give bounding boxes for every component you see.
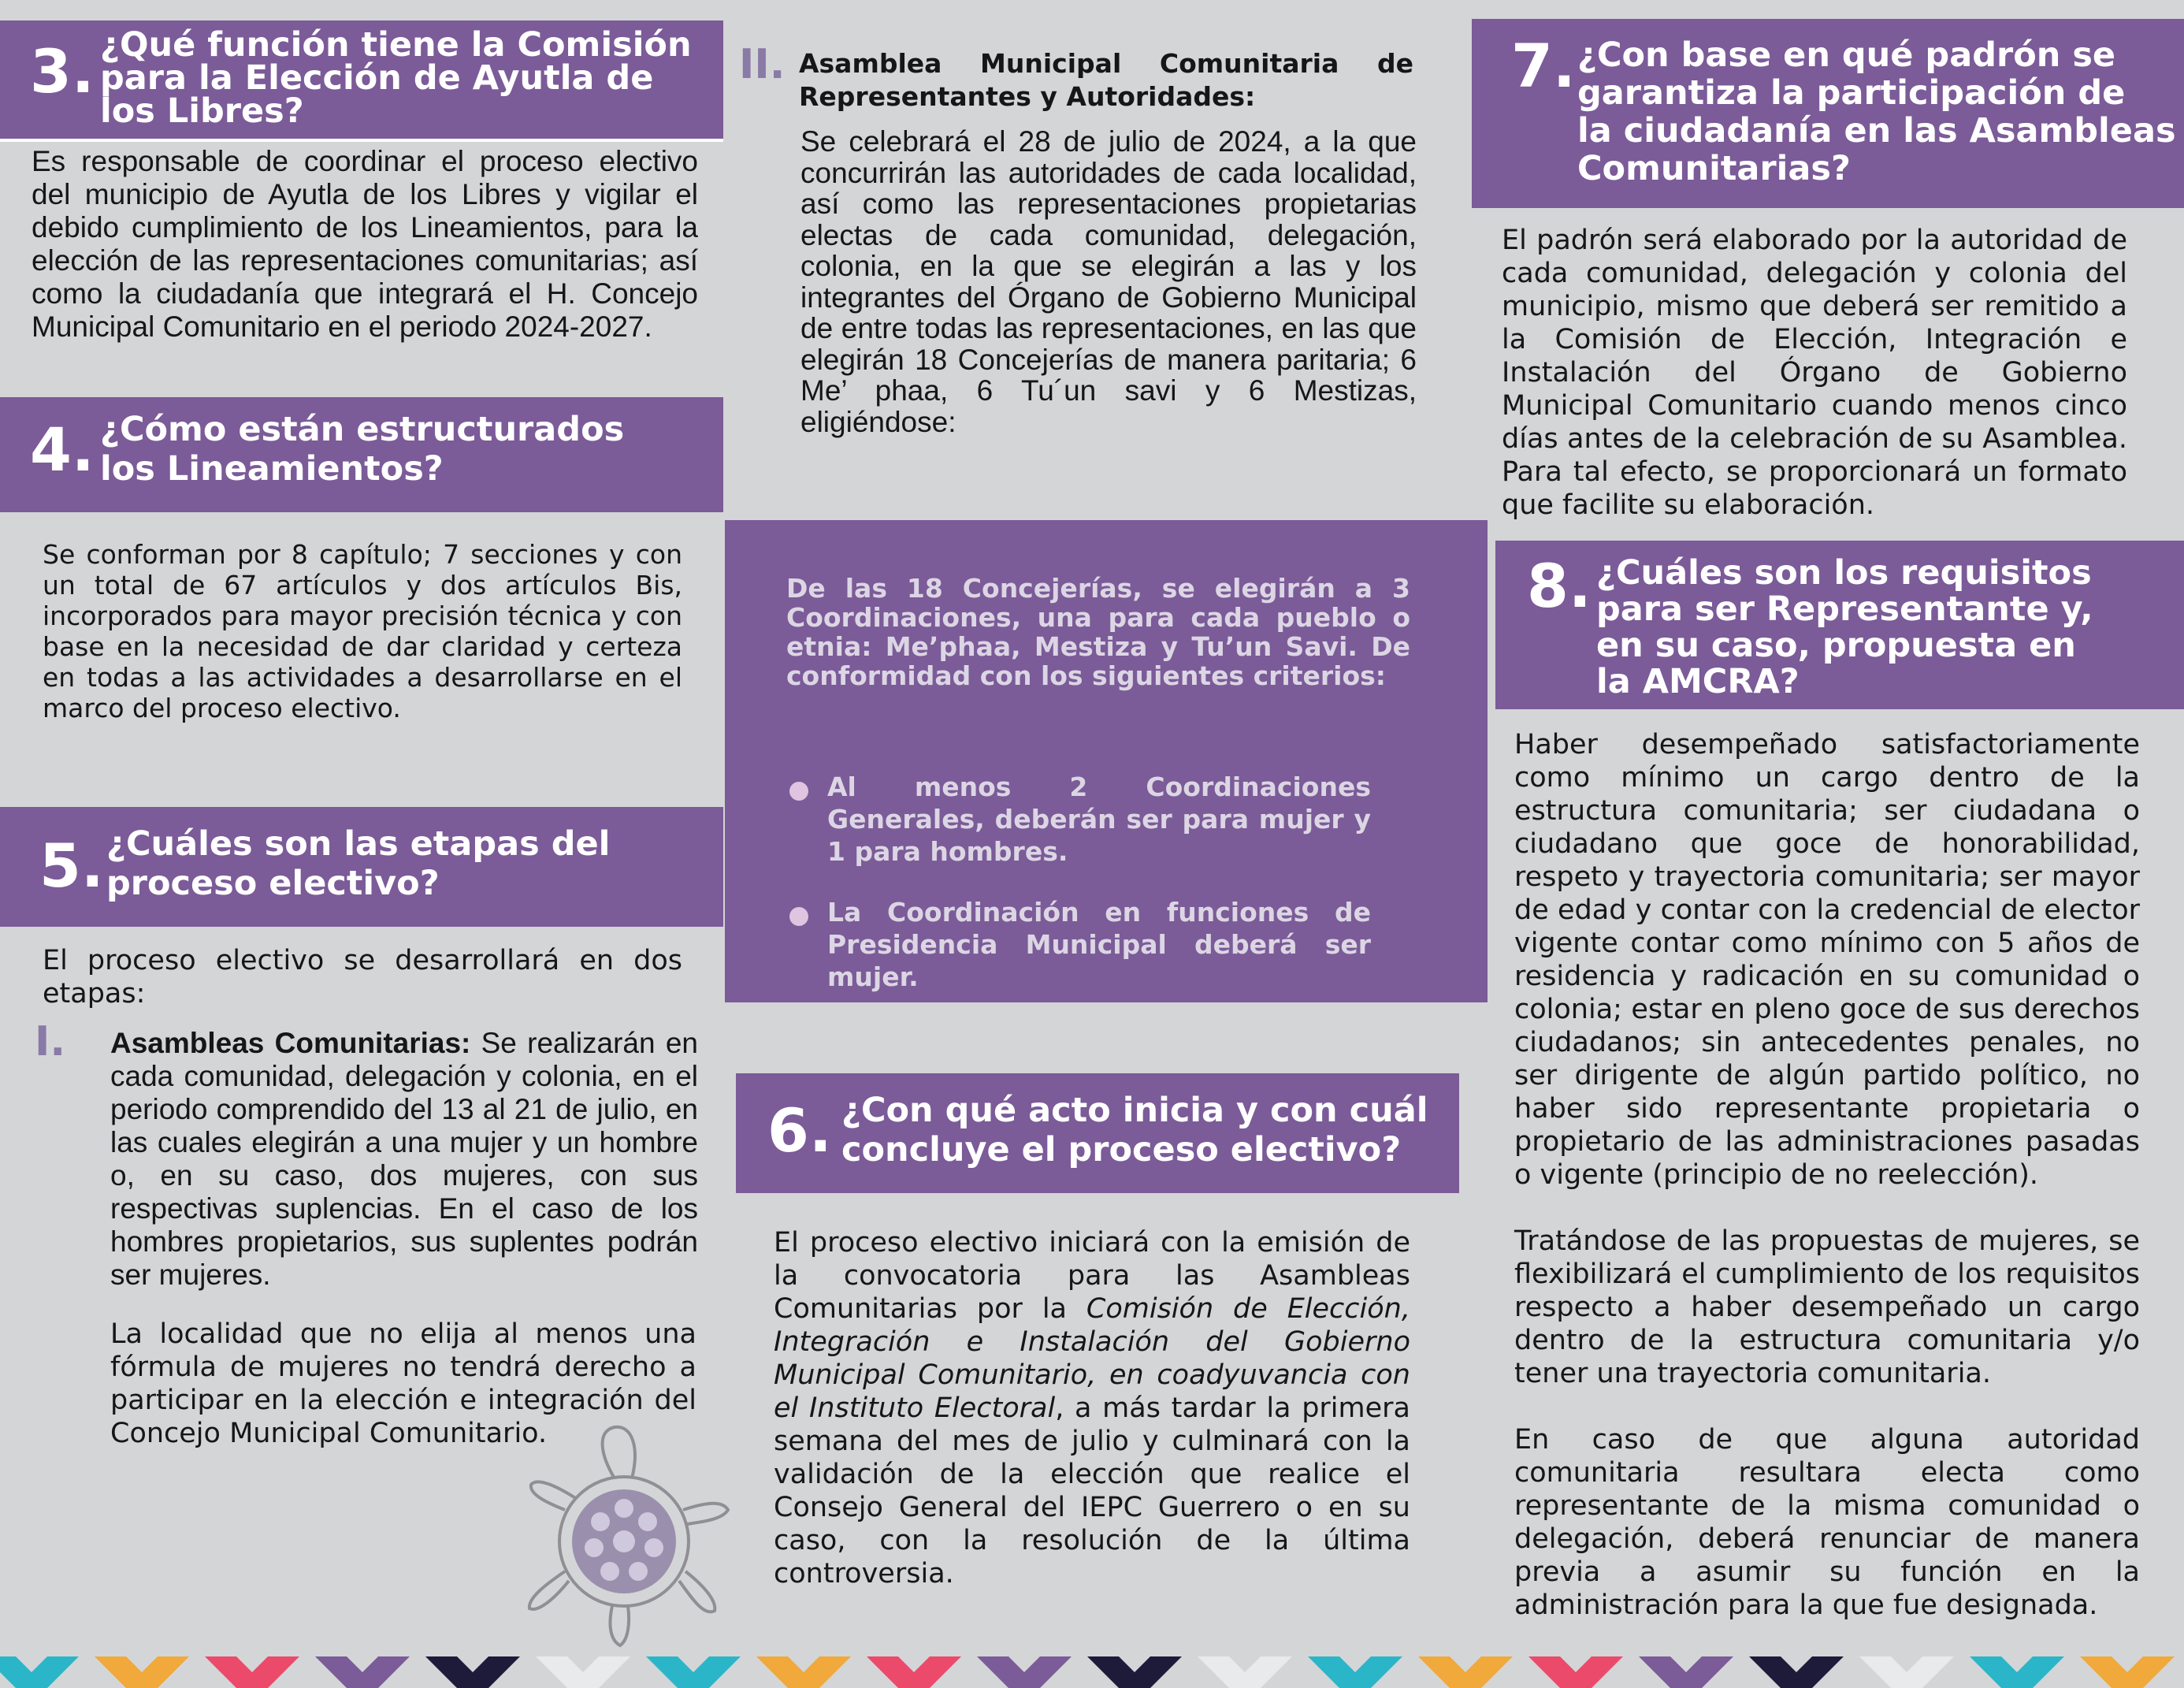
women-proposals-paragraph: Tratándose de las propuestas de mujeres, se flexibilizará el cumplimiento de los requisitos respecto a haber desempeñado un cargo dentro de la estructura comunitaria y/o tener una trayectoria comunitaria.: [1514, 1225, 2140, 1389]
question-5-banner: [0, 807, 723, 927]
question-8-title: ¿Cuáles son los requisitos para ser Representante y, en su caso, propuesta en la AMCRA?: [1596, 553, 2093, 701]
question-3-answer: Es responsable de coordinar el proceso electivo del municipio de Ayutla de los Libres y vigilar el debido cumplimiento de los Lineamientos, para la elección de las representaciones comunitarias; así como la ciudadanía que integrará el H. Concejo Municipal Comunitario en el periodo 2024-2027.: [32, 145, 698, 343]
question-3-number: 3.: [30, 36, 95, 106]
zigzag-segment: [646, 1656, 741, 1688]
question-4-banner: [0, 397, 723, 512]
criteria-intro: De las 18 Concejerías, se elegirán a 3 Coordinaciones, una para cada pueblo o etnia: Me’phaa, Mestiza y Tu’un Savi. De conformidad con los siguientes criterios:: [786, 573, 1410, 691]
zigzag-segment: [0, 1656, 79, 1688]
question-4-answer: Se conforman por 8 capítulo; 7 secciones y con un total de 67 artículos y dos artículos Bis, incorporados para mayor precisión técnica y con base en la necesidad de dar claridad y certeza en todas a las actividades a desarrollarse en el marco del proceso electivo.: [43, 539, 682, 723]
stage-1-note: La localidad que no elija al menos una fórmula de mujeres no tendrá derecho a participar en la elección e integración del Concejo Municipal Comunitario.: [110, 1318, 696, 1449]
zigzag-segment: [1639, 1656, 1733, 1688]
zigzag-segment: [1528, 1656, 1623, 1688]
question-6-title: ¿Con qué acto inicia y con cuál concluye el proceso electivo?: [841, 1091, 1428, 1169]
question-6-answer: El proceso electivo iniciará con la emisión de la convocatoria para las Asambleas Comunitarias por la Comisión de Elección, Integración e Instalación del Gobierno Municipal Comunitario, en coadyuvancia con el Instituto Electoral, a más tardar la primera semana del mes de julio y culminará con la validación de la elección que realice el Consejo General del IEPC Guerrero o en su caso, con la resolución de la última controversia.: [774, 1227, 1410, 1589]
question-3-title: ¿Qué función tiene la Comisión para la Elección de Ayutla de los Libres?: [100, 25, 692, 131]
zigzag-segment: [1418, 1656, 1513, 1688]
question-8-number: 8.: [1527, 551, 1592, 621]
divider: [0, 139, 723, 142]
zigzag-segment: [205, 1656, 299, 1688]
zigzag-segment: [1087, 1656, 1182, 1688]
requirements-paragraph: Haber desempeñado satisfactoriamente como mínimo un cargo dentro de la estructura comunitaria; ser ciudadana o ciudadano que goce de honorabilidad, respeto y trayectoria comunitaria; ser mayor de edad y contar con la credencial de elector vigente contar como mínimo con 5 años de residencia y radicación en su comunidad o colonia; estar en pleno goce de sus derechos ciudadanos; sin antecedentes penales, no ser dirigente de algún partido político, no haber sido representante propietaria o propietario de las administraciones pasadas o vigente (principio de no reelección).: [1514, 729, 2140, 1191]
stage-1-label: Asambleas Comunitarias:: [110, 1027, 471, 1059]
zigzag-segment: [1198, 1656, 1292, 1688]
zigzag-segment: [1970, 1656, 2064, 1688]
stage-1-numeral: I.: [35, 1018, 66, 1065]
question-4-title: ¿Cómo están estructurados los Lineamientos?: [100, 410, 625, 489]
turtle-icon: [522, 1423, 734, 1652]
bullet-dot-icon: [789, 907, 808, 926]
zigzag-segment: [2080, 1656, 2175, 1688]
question-5-number: 5.: [39, 831, 104, 901]
question-8-answer: [1514, 728, 2140, 1622]
criteria-list: [789, 771, 1371, 993]
zigzag-segment: [425, 1656, 520, 1688]
question-7-title: ¿Con base en qué padrón se garantiza la participación de la ciudadanía en las Asambleas Comunitarias?: [1577, 35, 2176, 188]
stage-1-description: Asambleas Comunitarias: Se realizarán en cada comunidad, delegación y colonia, en el periodo comprendido del 13 al 21 de julio, en las cuales elegirán a una mujer y un hombre o, en su caso, dos mujeres, con sus respectivas suplencias. En el caso de los hombres propietarios, sus suplentes podrán ser mujeres.: [110, 1027, 698, 1291]
criteria-bullet: Al menos 2 Coordinaciones Generales, deberán ser para mujer y 1 para hombres.: [789, 771, 1371, 868]
question-6-banner: [736, 1073, 1459, 1193]
bullet-dot-icon: [789, 782, 808, 801]
criteria-bullet: La Coordinación en funciones de Presidencia Municipal deberá ser mujer.: [789, 896, 1371, 993]
question-7-banner: [1472, 19, 2184, 208]
zigzag-segment: [756, 1656, 851, 1688]
question-7-answer: El padrón será elaborado por la autoridad de cada comunidad, delegación y colonia del municipio, mismo que deberá ser remitido a la Comisión de Elección, Integración e Instalación del Órgano de Gobierno Municipal Comunitario cuando menos cinco días antes de la celebración de su Asamblea. Para tal efecto, se proporcionará un formato que facilite su elaboración.: [1502, 225, 2127, 521]
zigzag-segment: [1308, 1656, 1402, 1688]
question-8-banner: [1495, 541, 2184, 709]
stage-2-title: Asamblea Municipal Comunitaria de Representantes y Autoridades:: [799, 48, 1413, 112]
question-3-banner: [0, 20, 723, 139]
question-5-intro: El proceso electivo se desarrollará en dos etapas:: [43, 945, 682, 1009]
zigzag-segment: [315, 1656, 410, 1688]
question-4-number: 4.: [30, 415, 95, 485]
question-5-title: ¿Cuáles son las etapas del proceso electivo?: [106, 824, 611, 903]
zigzag-segment: [95, 1656, 189, 1688]
stage-2-description: Se celebrará el 28 de julio de 2024, a la que concurrirán las autoridades de cada localidad, así como las representaciones propietarias electas de cada comunidad, delegación, colonia, en la que se elegirán a las y los integrantes del Órgano de Gobierno Municipal de entre todas las representaciones, en las que elegirán 18 Concejerías de manera paritaria; 6 Me’ phaa, 6 Tu´un savi y 6 Mestizas, eligiéndose:: [800, 125, 1417, 438]
zigzag-segment: [977, 1656, 1072, 1688]
zigzag-segment: [1749, 1656, 1844, 1688]
zigzag-segment: [867, 1656, 961, 1688]
resignation-paragraph: En caso de que alguna autoridad comunitaria resultara electa como representante de la misma comunidad o delegación, deberá renunciar de manera previa a asumir su función en la administración para la que fue designada.: [1514, 1424, 2140, 1621]
question-6-number: 6.: [767, 1095, 832, 1166]
criteria-box: [725, 520, 1488, 1002]
zigzag-border: [0, 1656, 2184, 1688]
zigzag-segment: [1859, 1656, 1954, 1688]
question-7-number: 7.: [1511, 31, 1576, 101]
stage-2-numeral: II.: [739, 41, 786, 88]
zigzag-segment: [536, 1656, 630, 1688]
